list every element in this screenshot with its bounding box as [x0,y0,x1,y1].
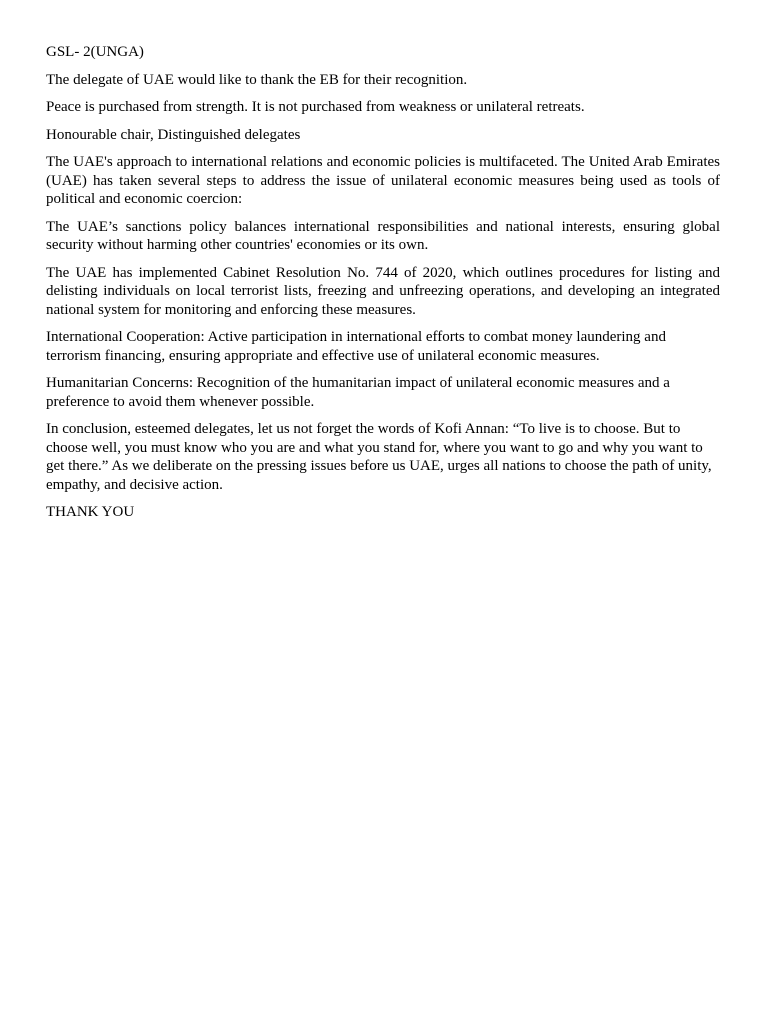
document-heading: GSL- 2(UNGA) [46,44,144,60]
paragraph-peace-quote: Peace is purchased from strength. It is not purchased from weakness or unilateral retreats. [46,99,585,115]
paragraph-sanctions-policy: The UAE’s sanctions policy balances international responsibilities and national interests, ensuring global security without harming other countries' economies or its own. [46,218,720,253]
paragraph-humanitarian-concerns: Humanitarian Concerns: Recognition of the humanitarian impact of unilateral economic measures and a preference to avoid them whenever possible. [46,375,670,410]
paragraph-closing: THANK YOU [46,504,135,520]
paragraph-cabinet-resolution: The UAE has implemented Cabinet Resolution No. 744 of 2020, which outlines procedures for listing and delisting individuals on local terrorist lists, freezing and unfreezing operations, and developing an integrated national system for monitoring and enforcing these measures. [46,264,720,318]
document-body [46,43,720,531]
paragraph-approach: The UAE's approach to international relations and economic policies is multifaceted. The United Arab Emirates (UAE) has taken several steps to address the issue of unilateral economic measures being used as tools of political and economic coercion: [46,154,720,207]
paragraph-salutation: Honourable chair, Distinguished delegates [46,126,301,143]
paragraph-thanks: The delegate of UAE would like to thank the EB for their recognition. [46,71,468,88]
paragraph-international-cooperation: International Cooperation: Active participation in international efforts to combat money laundering and terrorism financing, ensuring appropriate and effective use of unilateral economic measures. [46,329,666,364]
paragraph-conclusion: In conclusion, esteemed delegates, let us not forget the words of Kofi Annan: “To live is to choose. But to choose well, you must know who you are and what you stand for, where you want to go and why you want to get there.” As we deliberate on the pressing issues before us UAE, urges all nations to choose the path of unity, empathy, and decisive action. [46,421,712,493]
